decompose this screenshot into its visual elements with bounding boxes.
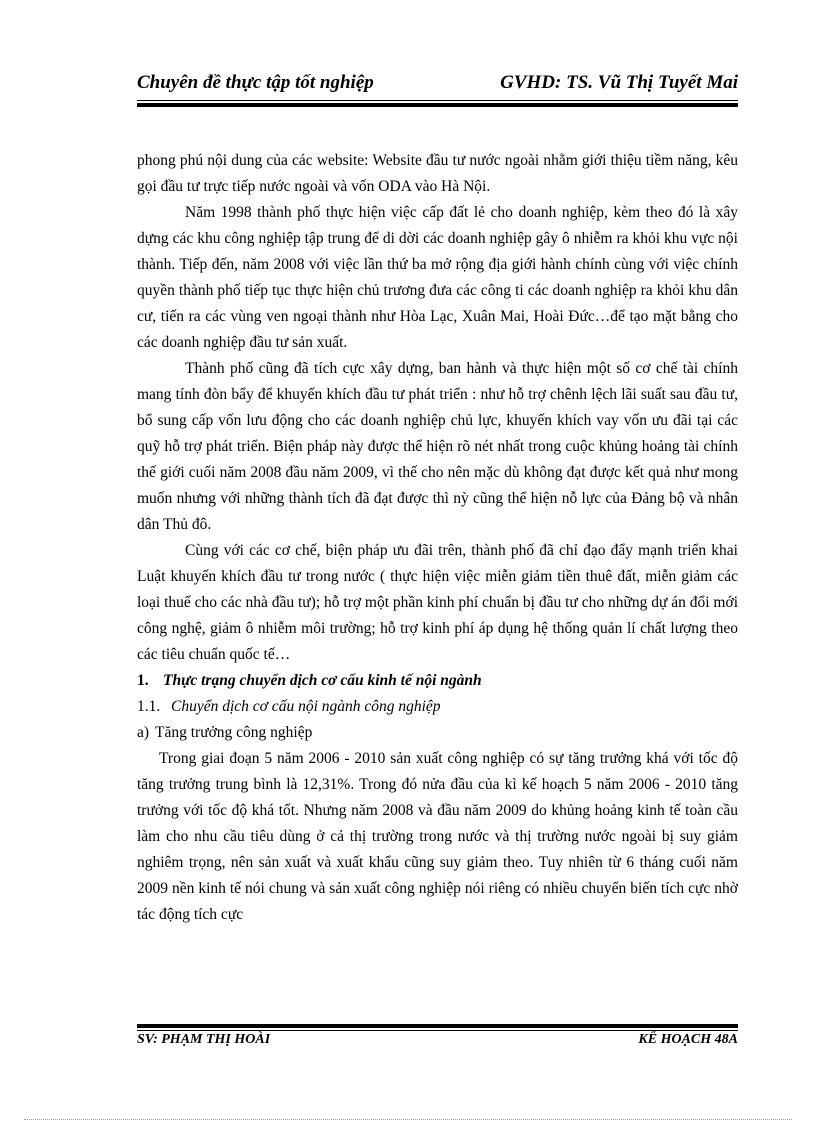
page-content [137, 148, 738, 928]
paragraph-4: Cùng với các cơ chế, biện pháp ưu đãi trên, thành phố đã chỉ đạo đẩy mạnh triển khai Luật khuyến khích đầu tư trong nước ( thực hiện việc miễn giảm tiền thuê đất, miễn giảm các loại thuế cho các nhà đầu tư); hỗ trợ một phần kinh phí chuẩn bị đầu tư cho những dự án đổi mới công nghệ, giảm ô nhiễm môi trường; hỗ trợ kinh phí áp dụng hệ thống quản lí chất lượng theo các tiêu chuẩn quốc tế… [137, 542, 738, 663]
header-supervisor: GVHD: TS. Vũ Thị Tuyết Mai [500, 72, 738, 93]
footer-student: SV: PHẠM THỊ HOÀI [137, 1032, 271, 1047]
subsection-heading-1-1 [137, 694, 738, 720]
section-number: 1. [137, 672, 149, 689]
section-title: Thực trạng chuyển dịch cơ cấu kinh tế nội ngành [163, 672, 482, 689]
section-heading-1 [137, 668, 738, 694]
footer-rule-thick [137, 1024, 738, 1028]
header-title: Chuyên đề thực tập tốt nghiệp [137, 72, 374, 93]
subsection-title: Chuyển dịch cơ cấu nội ngành công nghiệp [171, 698, 441, 715]
header-rule-thin [137, 100, 738, 101]
page-footer [137, 1032, 738, 1056]
header-rule-thick [137, 103, 738, 107]
footer-class: KẾ HOẠCH 48A [638, 1032, 738, 1047]
item-heading-a [137, 720, 738, 746]
paragraph-3: Thành phố cũng đã tích cực xây dựng, ban hành và thực hiện một số cơ chế tài chính mang tính đòn bẩy để khuyến khích đầu tư phát triển : như hỗ trợ chênh lệch lãi suất sau đầu tư, bổ sung cấp vốn lưu động cho các doanh nghiệp chủ lực, khuyến khích vay vốn ưu đãi tại các quỹ hỗ trợ phát triển. Biện pháp này được thể hiện rõ nét nhất trong cuộc khủng hoảng tài chính thế giới cuối năm 2008 đầu năm 2009, vì thế cho nên mặc dù không đạt được kết quả như mong muốn nhưng với những thành tích đã đạt được thì nỳ cũng thể hiện nỗ lực của Đảng bộ và nhân dân Thủ đô. [137, 360, 738, 533]
item-label: a) [137, 724, 150, 741]
paragraph-5: Trong giai đoạn 5 năm 2006 - 2010 sản xuất công nghiệp có sự tăng trưởng khá với tốc độ tăng trưởng trung bình là 12,31%. Trong đó nửa đầu của kì kế hoạch 5 năm 2006 - 2010 tăng trưởng với tốc độ khá tốt. Nhưng năm 2008 và đầu năm 2009 do khủng hoảng kinh tế toàn cầu làm cho nhu cầu tiêu dùng ở cả thị trường trong nước và thị trường nước ngoài bị suy giảm nghiêm trọng, nên sản xuất và xuất khẩu cũng suy giảm theo. Tuy nhiên từ 6 tháng cuối năm 2009 nền kinh tế nói chung và sản xuất công nghiệp nói riêng có nhiều chuyển biến tích cực nhờ tác động tích cực [137, 750, 738, 923]
footer-rule-thin [137, 1030, 738, 1031]
item-title: Tăng trưởng công nghiệp [155, 724, 313, 741]
page-bottom-border [24, 1119, 792, 1120]
subsection-number: 1.1. [137, 698, 161, 715]
paragraph-1: phong phú nội dung của các website: Website đầu tư nước ngoài nhằm giới thiệu tiềm năng, kêu gọi đầu tư trực tiếp nước ngoài và vốn ODA vào Hà Nội. [137, 152, 738, 195]
page-header [137, 68, 738, 98]
paragraph-2: Năm 1998 thành phố thực hiện việc cấp đất lẻ cho doanh nghiệp, kèm theo đó là xây dựng các khu công nghiệp tập trung để di dời các doanh nghiệp gây ô nhiễm ra khỏi khu vực nội thành. Tiếp đến, năm 2008 với việc lần thứ ba mở rộng địa giới hành chính cùng với việc chính quyền thành phố tiếp tục thực hiện chủ trương đưa các công ti các doanh nghiệp ra khỏi khu dân cư, tiến ra các vùng ven ngoại thành như Hòa Lạc, Xuân Mai, Hoài Đức…để tạo mặt bằng cho các doanh nghiệp đầu tư sản xuất. [137, 204, 738, 351]
